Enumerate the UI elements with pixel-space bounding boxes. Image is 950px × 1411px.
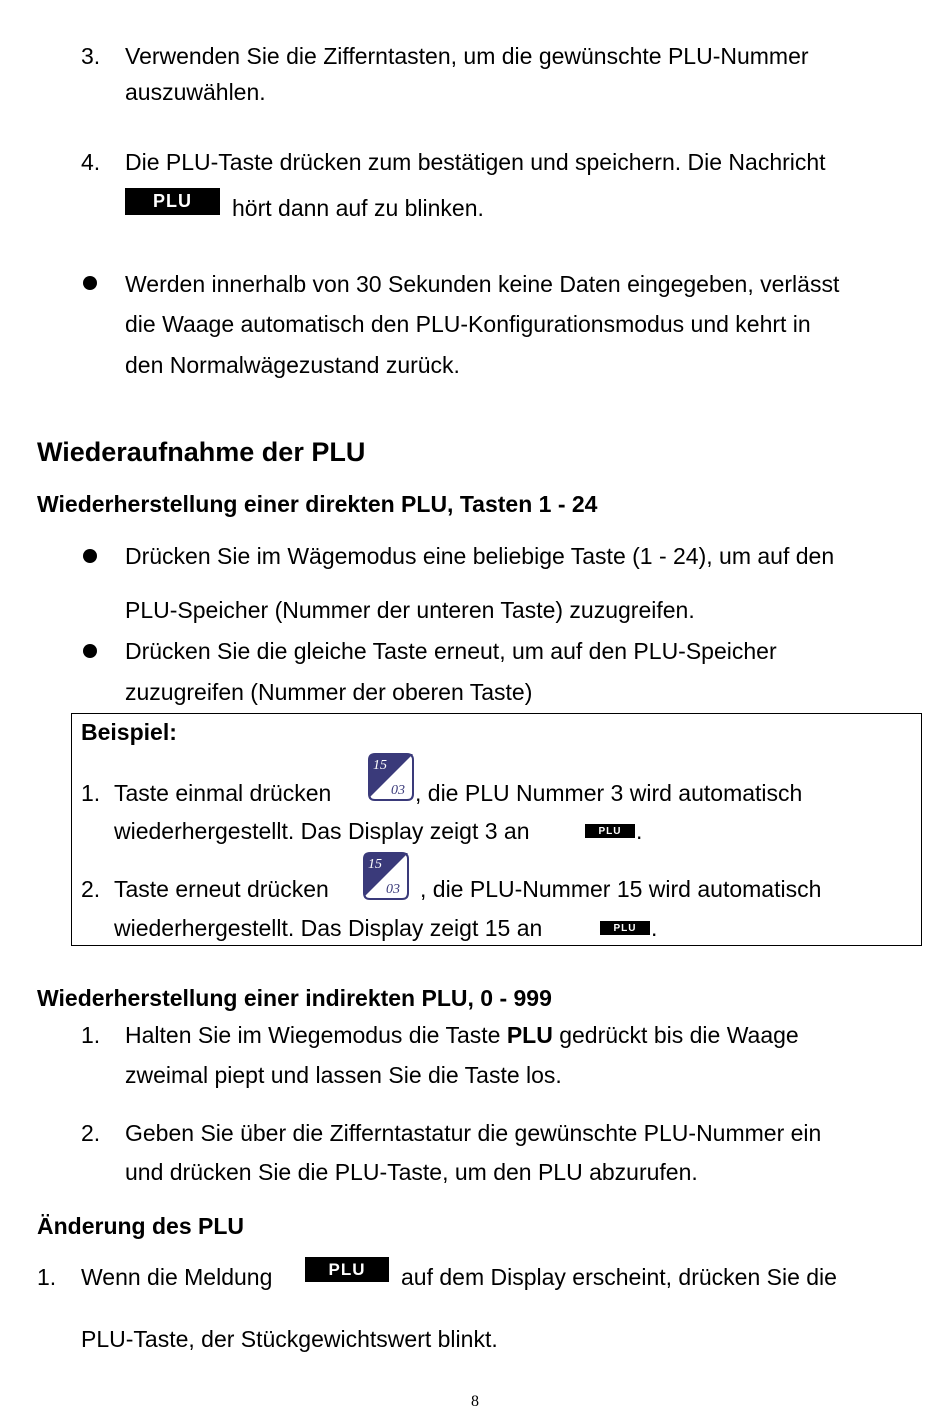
bullet-text: zuzugreifen (Nummer der oberen Taste) (125, 679, 533, 705)
bullet-icon (83, 549, 97, 563)
step-text: und drücken Sie die PLU-Taste, um den PLU abzurufen. (125, 1159, 698, 1185)
svg-text:15: 15 (373, 758, 387, 773)
example-text: wiederhergestellt. Das Display zeigt 15 an (114, 915, 543, 941)
note-text: Werden innerhalb von 30 Sekunden keine Daten eingegeben, verlässt (125, 271, 840, 297)
plu-display-badge: PLU (125, 188, 220, 215)
bullet-icon (83, 644, 97, 658)
svg-text:15: 15 (368, 857, 382, 872)
step-number: 2. (81, 1120, 101, 1146)
svg-text:03: 03 (391, 783, 405, 798)
bullet-text: PLU-Speicher (Nummer der unteren Taste) zuzugreifen. (125, 597, 695, 623)
note-text: den Normalwägezustand zurück. (125, 352, 460, 378)
example-text: Taste erneut drücken (114, 876, 329, 902)
example-text: wiederhergestellt. Das Display zeigt 3 an (114, 818, 530, 844)
step-text: auf dem Display erscheint, drücken Sie die (401, 1264, 837, 1290)
step-text: hört dann auf zu blinken. (232, 195, 484, 221)
example-heading: Beispiel: (81, 719, 177, 745)
example-text: , die PLU Nummer 3 wird automatisch (415, 780, 803, 806)
example-text: Taste einmal drücken (114, 780, 332, 806)
step-text: Wenn die Meldung (81, 1264, 273, 1290)
page-number: 8 (471, 1393, 479, 1410)
example-text: , die PLU-Nummer 15 wird automatisch (420, 876, 822, 902)
step-text: Geben Sie über die Zifferntastatur die gewünschte PLU-Nummer ein (125, 1120, 822, 1146)
plu-display-badge: PLU (600, 921, 650, 935)
subsection-heading: Wiederherstellung einer direkten PLU, Tasten 1 - 24 (37, 491, 598, 517)
subsection-heading: Änderung des PLU (37, 1213, 245, 1239)
scale-key-icon (362, 851, 408, 897)
step-text: Halten Sie im Wiegemodus die Taste PLU gedrückt bis die Waage (125, 1022, 799, 1048)
step-text: auszuwählen. (125, 79, 266, 105)
bullet-icon (83, 276, 97, 290)
plu-display-badge: PLU (585, 824, 635, 838)
step-number: 1. (81, 1022, 101, 1048)
bullet-text: Drücken Sie im Wägemodus eine beliebige Taste (1 - 24), um auf den (125, 543, 835, 569)
step-number: 4. (81, 149, 101, 175)
period-text: . (651, 915, 658, 941)
note-text: die Waage automatisch den PLU-Konfigurationsmodus und kehrt in (125, 311, 811, 337)
example-number: 1. (81, 780, 101, 806)
step-text: zweimal piept und lassen Sie die Taste los. (125, 1062, 562, 1088)
plu-display-badge: PLU (305, 1257, 389, 1282)
step-text: Die PLU-Taste drücken zum bestätigen und speichern. Die Nachricht (125, 149, 826, 175)
step-number: 3. (81, 43, 101, 69)
bullet-text: Drücken Sie die gleiche Taste erneut, um auf den PLU-Speicher (125, 638, 777, 664)
example-number: 2. (81, 876, 101, 902)
scale-key-icon (367, 752, 413, 798)
step-text: Verwenden Sie die Zifferntasten, um die gewünschte PLU-Nummer (125, 43, 809, 69)
period-text: . (636, 818, 643, 844)
step-number: 1. (37, 1264, 57, 1290)
svg-text:03: 03 (386, 882, 400, 897)
subsection-heading: Wiederherstellung einer indirekten PLU, 0 - 999 (37, 985, 552, 1011)
step-text: PLU-Taste, der Stückgewichtswert blinkt. (81, 1326, 498, 1352)
plu-key-name: PLU (506, 1022, 553, 1048)
section-title: Wiederaufnahme der PLU (37, 437, 366, 467)
